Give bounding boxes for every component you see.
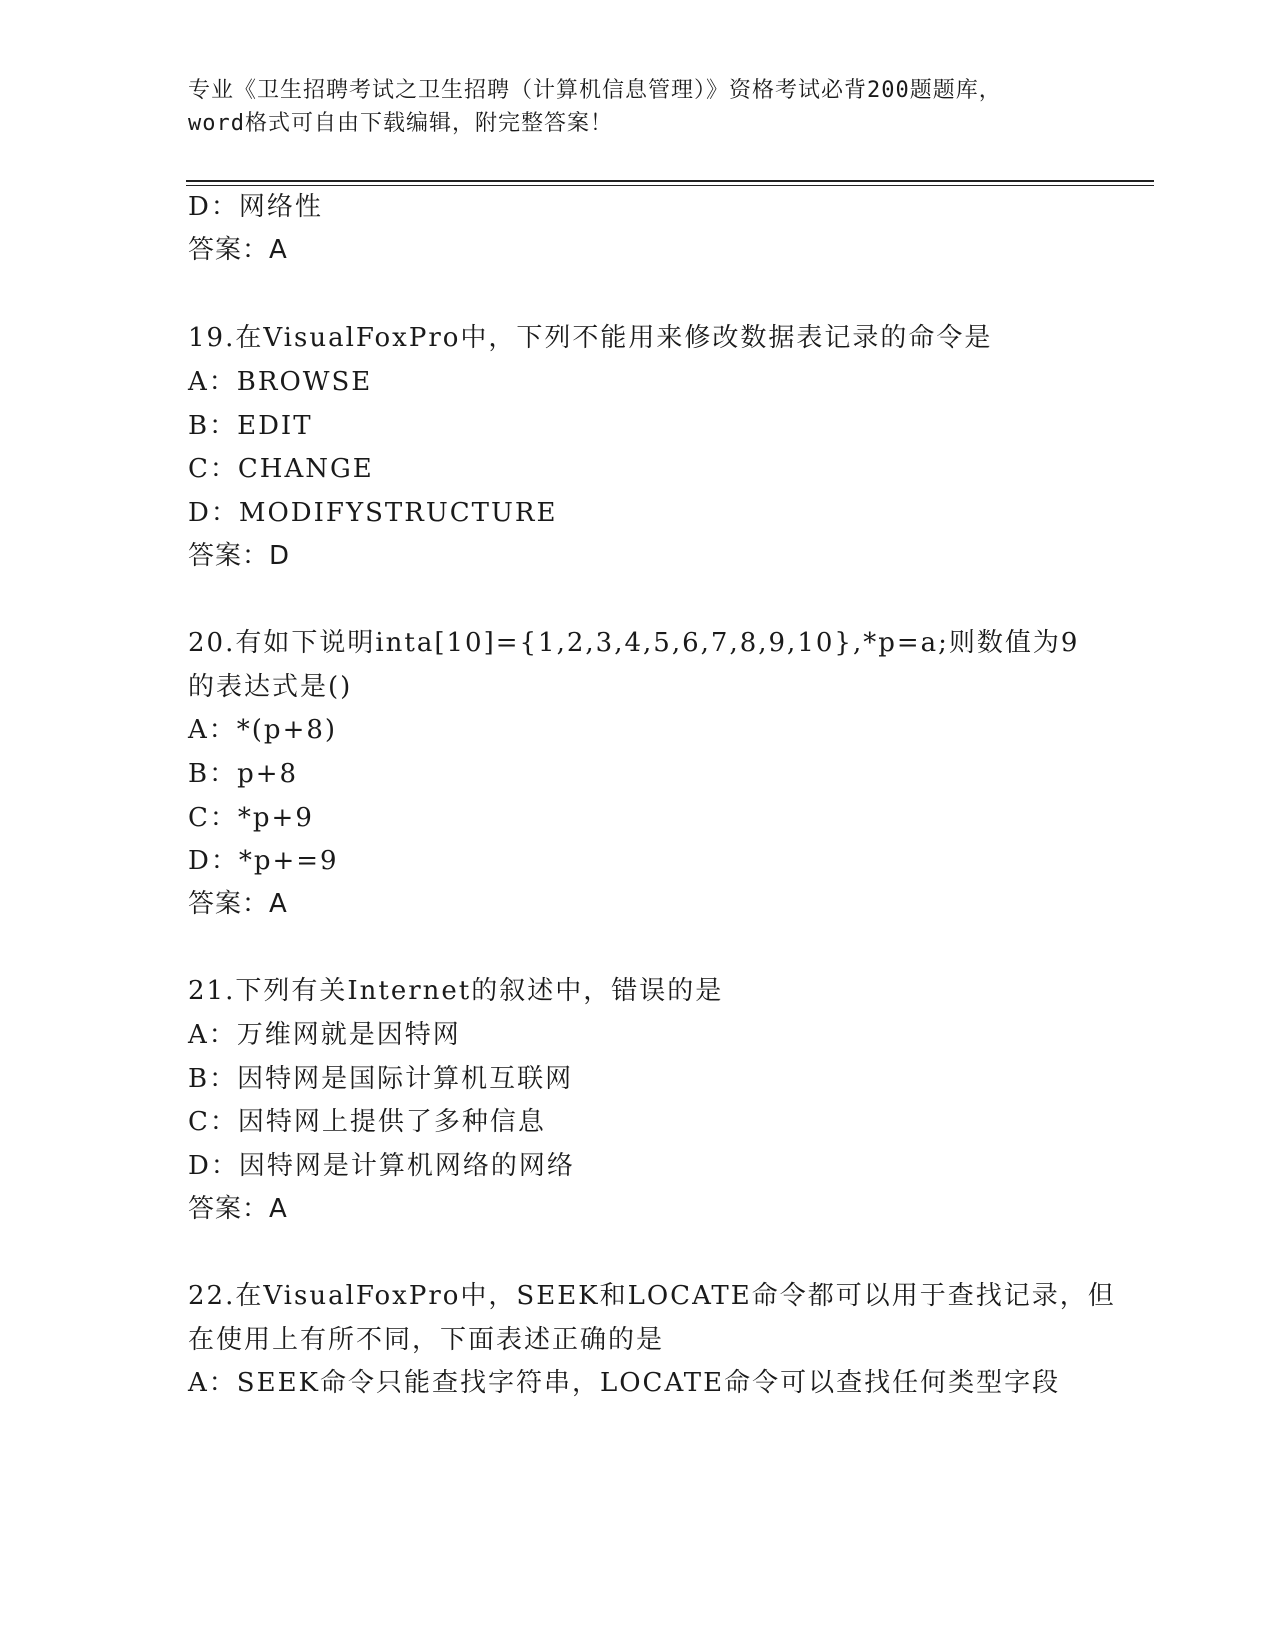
q20-option-d: D：*p+=9 <box>188 846 339 876</box>
q21-option-a: A：万维网就是因特网 <box>188 1020 461 1050</box>
header-line-2: word格式可自由下载编辑，附完整答案！ <box>188 111 613 136</box>
q21-answer: 答案：A <box>188 1194 288 1224</box>
q19-option-a: A：BROWSE <box>188 367 373 397</box>
q21-option-c: C：因特网上提供了多种信息 <box>188 1107 546 1137</box>
q22-question-line-2: 在使用上有所不同，下面表述正确的是 <box>188 1325 665 1355</box>
q20-question-line-2: 的表达式是() <box>188 672 353 702</box>
q20-question-line-1: 20.有如下说明inta[10]={1,2,3,4,5,6,7,8,9,10},*p=a;则数值为9 <box>188 628 1080 658</box>
q21-option-b: B：因特网是国际计算机互联网 <box>188 1064 574 1094</box>
q19-option-c: C：CHANGE <box>188 454 374 484</box>
q20-option-c: C：*p+9 <box>188 803 314 833</box>
document-header <box>188 74 1088 140</box>
q19-question: 19.在VisualFoxPro中，下列不能用来修改数据表记录的命令是 <box>188 323 993 353</box>
q20-option-b: B：p+8 <box>188 759 299 789</box>
q21-question: 21.下列有关Internet的叙述中，错误的是 <box>188 976 724 1006</box>
q22-option-a: A：SEEK命令只能查找字符串，LOCATE命令可以查找任何类型字段 <box>188 1368 1061 1398</box>
q19-option-b: B：EDIT <box>188 411 313 441</box>
q18-option-d: D：网络性 <box>188 192 323 222</box>
q20-option-a: A：*(p+8) <box>188 715 338 745</box>
header-divider <box>186 180 1154 186</box>
q22-question-line-1: 22.在VisualFoxPro中，SEEK和LOCATE命令都可以用于查找记录，但 <box>188 1281 1116 1311</box>
q21-option-d: D：因特网是计算机网络的网络 <box>188 1151 575 1181</box>
q19-option-d: D：MODIFYSTRUCTURE <box>188 498 558 528</box>
q19-answer: 答案：D <box>188 541 291 571</box>
q18-answer: 答案：A <box>188 235 288 265</box>
header-line-1: 专业《卫生招聘考试之卫生招聘（计算机信息管理）》资格考试必背200题题库， <box>188 78 1002 103</box>
q20-answer: 答案：A <box>188 889 288 919</box>
